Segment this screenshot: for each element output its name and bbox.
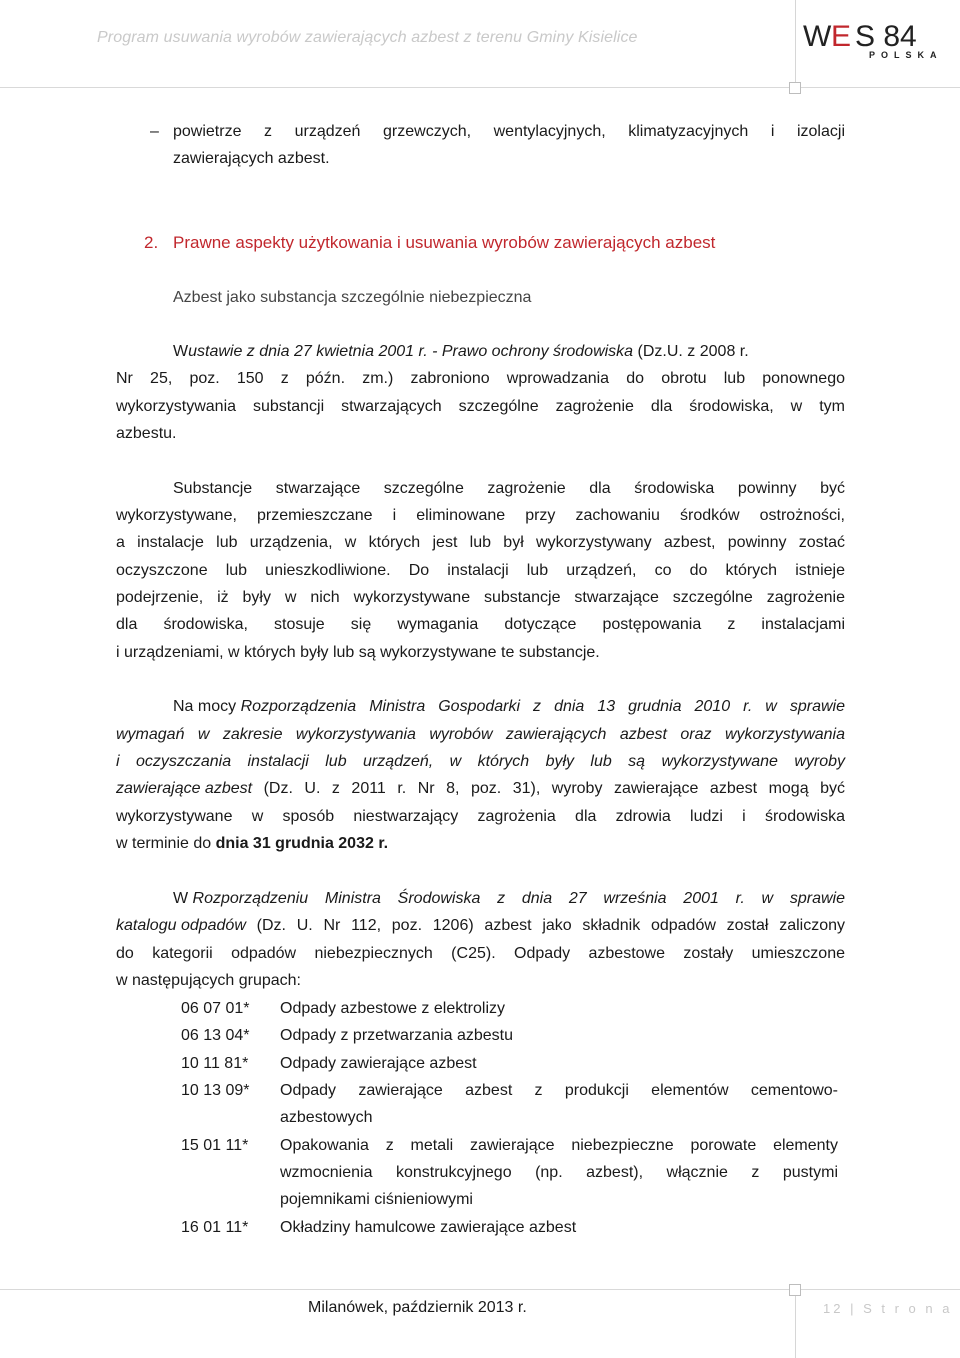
para3-line-3: i oczyszczania instalacji lub urządzeń, w których były lub są wykorzystywane wyroby: [116, 753, 845, 770]
para1-line-1: [173, 338, 845, 365]
waste-description: Odpady zawierające azbest: [280, 1055, 477, 1072]
header-title: Program usuwania wyrobów zawierających azbest z terenu Gminy Kisielice: [97, 29, 638, 46]
para2-line-4: oczyszczone lub unieszkodliwione. Do instalacji lub urządzeń, co do których istnieje: [116, 562, 845, 579]
header-rule: [0, 87, 960, 88]
footer-rule: [0, 1289, 960, 1290]
waste-description: Odpady azbestowe z elektrolizy: [280, 1000, 505, 1017]
waste-description: Odpady z przetwarzania azbestu: [280, 1027, 514, 1044]
para1-line-3: wykorzystywania substancji stwarzających szczególne zagrożenie dla środowiska, w tym: [116, 398, 845, 415]
para2-line-7: i urządzeniami, w których były lub są wykorzystywane te substancje.: [116, 644, 600, 661]
bullet-dash-icon: –: [150, 123, 159, 140]
waste-code: 15 01 11*: [181, 1137, 249, 1154]
para3-ref: (Dz. U. z 2011 r. Nr 8, poz. 31), wyroby zawierające azbest mogą być: [252, 780, 845, 797]
para3-deadline-prefix: w terminie do: [116, 835, 216, 852]
logo-letters-rest: S 84: [855, 20, 917, 53]
para3-regulation-title-end: zawierające azbest: [116, 780, 253, 797]
para3-line-2: wymagań w zakresie wykorzystywania wyrobów zawierających azbest oraz wykorzystywania: [116, 726, 845, 743]
logo-letters: W: [803, 20, 833, 53]
page-number-label: S t r o n a: [863, 1301, 953, 1316]
para2-line-2: wykorzystywane, przemieszczane i eliminowane przy zachowaniu środków ostrożności,: [116, 507, 845, 524]
para3-line-6: [116, 830, 388, 857]
para3-regulation-title: Rozporządzenia Ministra Gospodarki z dnia 13 grudnia 2010 r. w sprawie: [240, 698, 845, 715]
para3-deadline-date: dnia 31 grudnia 2032 r.: [215, 835, 389, 852]
footer-corner-box: [789, 1284, 801, 1296]
para2-line-1: Substancje stwarzające szczególne zagrożenie dla środowiska powinny być: [173, 480, 845, 497]
waste-code: 10 13 09*: [181, 1082, 250, 1099]
para4-ref: (Dz. U. Nr 112, poz. 1206) azbest jako składnik odpadów został zaliczony: [245, 917, 845, 934]
section-number: 2.: [144, 233, 159, 252]
waste-description-cont: pojemnikami ciśnieniowymi: [280, 1191, 473, 1208]
header-divider: [795, 0, 796, 88]
page-number-value: 12: [823, 1301, 844, 1316]
para1-text: W: [173, 343, 189, 360]
waste-code: 10 11 81*: [181, 1055, 249, 1072]
section-subtitle: Azbest jako substancja szczególnie niebezpieczna: [173, 289, 532, 306]
para4-line-4: w następujących grupach:: [116, 972, 301, 989]
logo-letter-accent: E: [831, 20, 852, 53]
para4-line-3: do kategorii odpadów niebezpiecznych (C25). Odpady azbestowe zostały umieszczone: [116, 945, 845, 962]
waste-description: Opakowania z metali zawierające niebezpieczne porowate elementy: [280, 1137, 838, 1154]
para2-line-5: podejrzenie, iż były w nich wykorzystywane substancje stwarzające szczególne zagrożenie: [116, 589, 845, 606]
para4-regulation-title: Rozporządzeniu Ministra Środowiska z dnia 27 września 2001 r. w sprawie: [192, 890, 845, 907]
para4-line-2: [116, 912, 845, 939]
para1-ref: (Dz.U. z 2008 r.: [633, 343, 749, 360]
para3-text: Na mocy: [173, 698, 241, 715]
waste-description-cont: wzmocnienia konstrukcyjnego (np. azbest), włącznie z pustymi: [280, 1164, 838, 1181]
waste-description: Odpady zawierające azbest z produkcji elementów cementowo-: [280, 1082, 838, 1099]
waste-description-cont: azbestowych: [280, 1109, 373, 1126]
para4-line-1: [173, 885, 845, 912]
para4-text: W: [173, 890, 193, 907]
page-number: [823, 1301, 952, 1316]
logo-subtitle: POLSKA: [869, 50, 943, 60]
bullet-line-1: powietrze z urządzeń grzewczych, wentylacyjnych, klimatyzacyjnych i izolacji: [173, 123, 845, 140]
header-corner-box: [789, 82, 801, 94]
waste-code: 16 01 11*: [181, 1219, 249, 1236]
para3-line-4: [116, 775, 845, 802]
bullet-line-2: zawierających azbest.: [173, 150, 330, 167]
waste-code: 06 07 01*: [181, 1000, 250, 1017]
waste-description: Okładziny hamulcowe zawierające azbest: [280, 1219, 577, 1236]
para2-line-3: a instalacje lub urządzenia, w których jest lub był wykorzystywany azbest, powinny zostać: [116, 534, 845, 551]
para3-line-1: [173, 693, 845, 720]
footer-divider: [795, 1289, 796, 1358]
section-title: Prawne aspekty użytkowania i usuwania wyrobów zawierających azbest: [173, 233, 716, 252]
footer-place-date: Milanówek, październik 2013 r.: [308, 1299, 527, 1316]
para4-regulation-title-end: katalogu odpadów: [116, 917, 246, 934]
page-number-separator: |: [850, 1301, 857, 1316]
para2-line-6: dla środowiska, stosuje się wymagania dotyczące postępowania z instalacjami: [116, 616, 845, 633]
para1-line-2: Nr 25, poz. 150 z późn. zm.) zabroniono wprowadzania do obrotu lub ponownego: [116, 370, 845, 387]
para1-act-title: ustawie z dnia 27 kwietnia 2001 r. - Prawo ochrony środowiska: [188, 343, 634, 360]
waste-code: 06 13 04*: [181, 1027, 250, 1044]
para3-line-5: wykorzystywane w sposób niestwarzający zagrożenia dla zdrowia ludzi i środowiska: [116, 808, 845, 825]
para1-line-4: azbestu.: [116, 425, 177, 442]
